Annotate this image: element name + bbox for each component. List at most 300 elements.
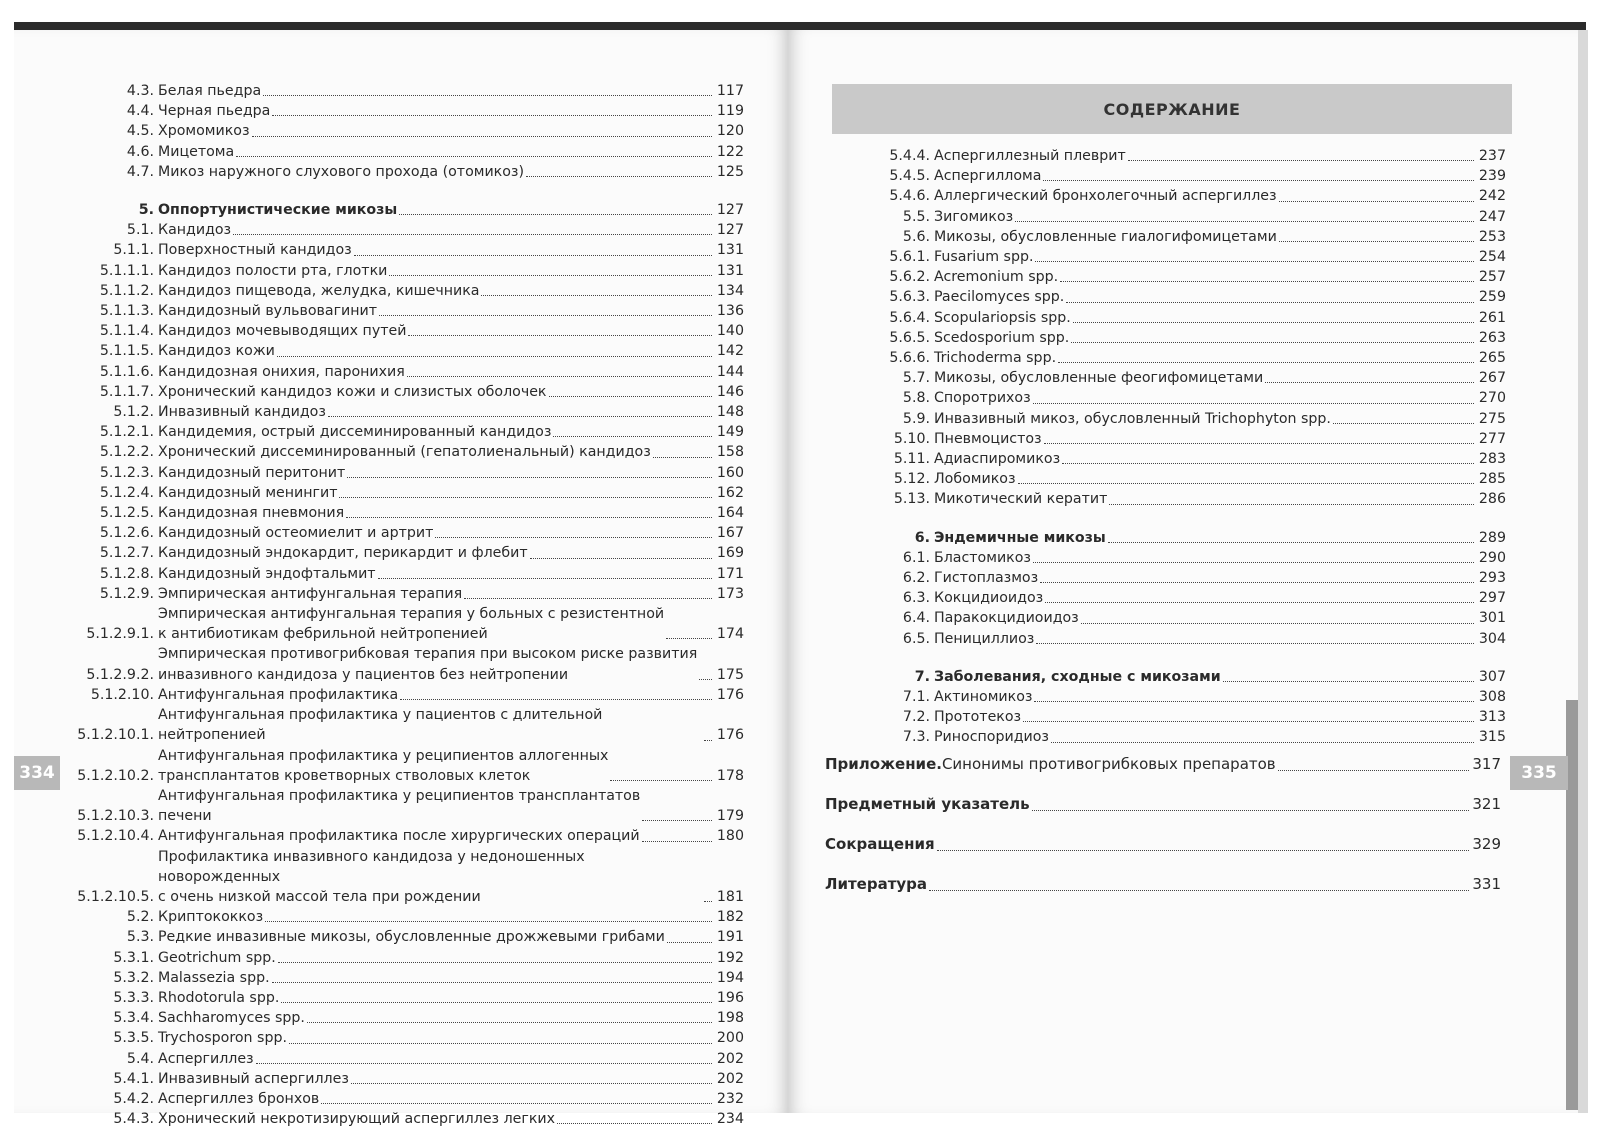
toc-entry[interactable] (870, 247, 1506, 267)
toc-entry[interactable] (870, 528, 1506, 548)
toc-entry[interactable] (74, 402, 744, 422)
toc-entry-number: 6.1. (902, 549, 930, 566)
toc-entry-number: 5.1.2. (113, 404, 154, 421)
toc-entry-page: 174 (716, 626, 744, 643)
toc-entry-page: 182 (716, 909, 744, 926)
toc-entry-title: Scedosporium spp. (934, 329, 1070, 346)
appendix-page: 331 (1472, 875, 1501, 893)
toc-entry-page: 202 (716, 1050, 744, 1067)
toc-entry-title: Хронический диссеминированный (гепатолиенальный) кандидоз (158, 444, 651, 461)
toc-entry[interactable] (74, 705, 744, 745)
toc-entry-number: 5.1.1.7. (99, 383, 154, 400)
toc-entry-page: 234 (716, 1111, 744, 1128)
toc-entry[interactable] (74, 281, 744, 301)
toc-entry-title-wrap (934, 727, 1476, 747)
appendix-entry[interactable] (825, 832, 1501, 856)
appendix-entry[interactable] (825, 792, 1501, 816)
toc-entry-title: Аллергический бронхолегочный аспергиллез (934, 188, 1277, 205)
toc-entry-number: 5.8. (902, 390, 930, 407)
toc-leader-dots (1279, 201, 1474, 202)
toc-leader-dots (1279, 241, 1474, 242)
toc-entry[interactable] (74, 341, 744, 361)
toc-entry-title-wrap (158, 968, 714, 988)
toc-entry[interactable] (74, 362, 744, 382)
toc-entry[interactable] (74, 1049, 744, 1069)
toc-entry-title-wrap (158, 142, 714, 162)
toc-entry[interactable] (870, 328, 1506, 348)
toc-entry-page: 315 (1478, 729, 1506, 746)
toc-entry-title: Оппортунистические микозы (158, 202, 398, 219)
toc-entry-number: 5.4. (126, 1050, 154, 1067)
toc-entry-page: 140 (716, 323, 744, 340)
toc-entry-page: 277 (1478, 430, 1506, 447)
toc-entry-page: 181 (716, 888, 744, 905)
toc-entry-page: 175 (716, 666, 744, 683)
toc-entry[interactable] (74, 564, 744, 584)
toc-leader-dots (256, 1063, 712, 1064)
toc-entry[interactable] (870, 186, 1506, 206)
toc-entry-title-wrap (934, 489, 1476, 509)
toc-entry-page: 149 (716, 424, 744, 441)
toc-leader-dots (347, 477, 712, 478)
toc-entry[interactable] (74, 746, 744, 786)
toc-entry-page: 313 (1478, 709, 1506, 726)
appendix-entry[interactable] (825, 752, 1501, 776)
toc-leader-dots (1060, 281, 1474, 282)
toc-entry[interactable] (74, 503, 744, 523)
toc-right-list (870, 146, 1506, 748)
toc-entry-title: Паракокцидиоидоз (934, 610, 1079, 627)
toc-leader-dots (1109, 504, 1474, 505)
toc-entry[interactable] (870, 687, 1506, 707)
toc-entry[interactable] (74, 142, 744, 162)
toc-entry[interactable] (74, 162, 744, 182)
toc-entry[interactable] (870, 629, 1506, 649)
toc-entry-title: Эмпирическая противогрибковая терапия при высоком риске развития инвазивного кандидоза у пациентов без нейтропении (158, 646, 698, 683)
toc-entry[interactable] (74, 1008, 744, 1028)
toc-entry-number: 5.1.1.3. (99, 303, 154, 320)
toc-entry-page: 304 (1478, 630, 1506, 647)
toc-entry-page: 289 (1478, 529, 1506, 546)
toc-entry-page: 196 (716, 989, 744, 1006)
toc-entry[interactable] (74, 81, 744, 101)
appendix-page: 321 (1472, 795, 1501, 813)
toc-entry[interactable] (870, 146, 1506, 166)
toc-entry-page: 275 (1478, 410, 1506, 427)
toc-entry[interactable] (74, 1069, 744, 1089)
toc-entry[interactable] (74, 826, 744, 846)
toc-leader-dots (666, 638, 712, 639)
toc-entry[interactable] (870, 548, 1506, 568)
toc-entry-title: Эндемичные микозы (934, 529, 1106, 546)
toc-entry-title-wrap (934, 328, 1476, 348)
toc-entry-page: 162 (716, 484, 744, 501)
toc-entry-title: Кандидозный эндофтальмит (158, 565, 376, 582)
toc-leader-dots (1265, 382, 1474, 383)
toc-entry[interactable] (870, 489, 1506, 509)
toc-entry-number: 5.1.2.8. (99, 565, 154, 582)
toc-entry[interactable] (74, 685, 744, 705)
toc-entry[interactable] (870, 207, 1506, 227)
toc-entry-number: 5.3.5. (113, 1030, 154, 1047)
toc-entry-title-wrap (158, 1028, 714, 1048)
toc-entry-title-wrap (158, 927, 714, 947)
toc-entry-title-wrap (934, 388, 1476, 408)
toc-entry-title-wrap (158, 341, 714, 361)
toc-leader-dots (236, 156, 712, 157)
toc-entry[interactable] (870, 727, 1506, 747)
toc-entry[interactable] (870, 287, 1506, 307)
toc-entry-title: Споротрихоз (934, 390, 1031, 407)
toc-entry[interactable] (74, 523, 744, 543)
toc-entry-title-wrap (158, 503, 714, 523)
toc-entry-title: Пневмоцистоз (934, 430, 1042, 447)
toc-entry-title: Кандидозный вульвовагинит (158, 303, 378, 320)
toc-entry-number: 5.4.2. (113, 1090, 154, 1107)
toc-entry-title: Инвазивный аспергиллез (158, 1070, 349, 1087)
toc-entry[interactable] (74, 948, 744, 968)
toc-entry-page: 142 (716, 343, 744, 360)
toc-entry[interactable] (74, 121, 744, 141)
toc-entry-number: 6.4. (902, 610, 930, 627)
toc-entry-page: 290 (1478, 549, 1506, 566)
toc-entry[interactable] (74, 644, 744, 684)
toc-entry-title-wrap (934, 308, 1476, 328)
toc-entry-title: Аспергиллезный плеврит (934, 148, 1126, 164)
toc-entry-title: Аспергиллома (934, 168, 1042, 185)
toc-entry-number: 4.7. (126, 163, 154, 180)
toc-leader-dots (1045, 602, 1474, 603)
toc-entry-title-wrap (158, 463, 714, 483)
toc-leader-dots (277, 356, 712, 357)
toc-entry-title-wrap (158, 121, 714, 141)
page-edge (1578, 30, 1588, 1113)
toc-entry[interactable] (74, 422, 744, 442)
toc-leader-dots (937, 850, 1469, 851)
toc-entry-page: 169 (716, 545, 744, 562)
toc-leader-dots (1015, 221, 1474, 222)
toc-entry-title-wrap (934, 368, 1476, 388)
toc-entry-title-wrap (934, 166, 1476, 186)
toc-entry-page: 158 (716, 444, 744, 461)
toc-entry[interactable] (74, 968, 744, 988)
toc-entry[interactable] (74, 101, 744, 121)
toc-leader-dots (233, 234, 712, 235)
toc-entry-title: Белая пьедра (158, 83, 262, 99)
toc-entry-number: 5.1.2.10.2. (77, 767, 154, 784)
toc-entry[interactable] (74, 382, 744, 402)
toc-entry-page: 134 (716, 282, 744, 299)
toc-entry[interactable] (870, 429, 1506, 449)
toc-leader-dots (464, 598, 712, 599)
toc-entry-title-wrap (934, 568, 1476, 588)
appendix-list (825, 752, 1501, 912)
toc-entry-title-wrap (158, 101, 714, 121)
appendix-lead: Предметный указатель (825, 795, 1030, 813)
toc-entry-title: Аспергиллез (158, 1050, 254, 1067)
toc-entry-title: Rhodotorula spp. (158, 989, 280, 1006)
toc-entry-title-wrap (934, 588, 1476, 608)
toc-entry-title-wrap (934, 247, 1476, 267)
toc-entry-title-wrap (934, 528, 1476, 548)
toc-leader-dots (1081, 623, 1474, 624)
toc-entry-title-wrap (158, 261, 714, 281)
toc-entry-title: Эмпирическая антифунгальная терапия (158, 585, 463, 602)
toc-entry-number: 5.6.1. (889, 249, 930, 266)
toc-entry-page: 247 (1478, 208, 1506, 225)
toc-entry[interactable] (74, 321, 744, 341)
toc-entry[interactable] (870, 348, 1506, 368)
toc-entry-page: 253 (1478, 228, 1506, 245)
toc-entry[interactable] (74, 543, 744, 563)
toc-entry-title-wrap (158, 281, 714, 301)
appendix-title-wrap (825, 872, 1471, 896)
toc-entry-title-wrap (934, 687, 1476, 707)
toc-entry-number: 5.4.4. (889, 148, 930, 164)
toc-entry-number: 5.3.4. (113, 1010, 154, 1027)
toc-entry-title: Кокцидиоидоз (934, 590, 1044, 607)
toc-entry-page: 265 (1478, 350, 1506, 367)
toc-entry-number: 7.3. (902, 729, 930, 746)
toc-entry[interactable] (870, 469, 1506, 489)
toc-leader-dots (642, 841, 712, 842)
toc-leader-dots (1073, 322, 1474, 323)
book-edge (14, 22, 1586, 30)
toc-leader-dots (1035, 261, 1474, 262)
contents-header (832, 84, 1512, 134)
appendix-title: Синонимы противогрибковых препаратов (941, 755, 1276, 773)
toc-entry[interactable] (870, 388, 1506, 408)
toc-leader-dots (704, 901, 712, 902)
toc-entry-number: 5.10. (893, 430, 930, 447)
toc-entry[interactable] (870, 568, 1506, 588)
toc-leader-dots (1128, 160, 1474, 161)
toc-leader-dots (435, 537, 712, 538)
toc-entry[interactable] (870, 667, 1506, 687)
toc-entry-title: Кандидоз (158, 222, 232, 239)
toc-entry[interactable] (74, 907, 744, 927)
toc-entry[interactable] (74, 200, 744, 220)
toc-leader-dots (328, 416, 712, 417)
toc-entry-title: Гистоплазмоз (934, 570, 1039, 587)
page-number-left-text: 334 (19, 763, 55, 783)
toc-entry-title: Кандидоз полости рта, глотки (158, 262, 388, 279)
toc-entry-page: 125 (716, 163, 744, 180)
toc-leader-dots (1108, 542, 1474, 543)
toc-entry-page: 178 (716, 767, 744, 784)
toc-entry-page: 117 (716, 83, 744, 99)
appendix-lead: Приложение. (825, 755, 942, 773)
appendix-lead: Литература (825, 875, 928, 893)
toc-entry[interactable] (74, 1109, 744, 1129)
toc-entry-page: 192 (716, 949, 744, 966)
toc-leader-dots (408, 335, 712, 336)
toc-entry[interactable] (74, 927, 744, 947)
toc-entry-number: 5.6.2. (889, 269, 930, 286)
toc-entry-number: 5.1.2.1. (99, 424, 154, 441)
toc-entry-number: 5.4.1. (113, 1070, 154, 1087)
toc-entry-page: 261 (1478, 309, 1506, 326)
toc-entry-page: 127 (716, 222, 744, 239)
toc-entry-title: Мицетома (158, 143, 235, 160)
toc-entry-number: 5.1.2.5. (99, 505, 154, 522)
page-number-right-text: 335 (1521, 763, 1557, 783)
toc-entry[interactable] (74, 604, 744, 644)
toc-entry-title-wrap (934, 629, 1476, 649)
toc-entry-page: 171 (716, 565, 744, 582)
toc-entry-page: 257 (1478, 269, 1506, 286)
toc-entry-page: 146 (716, 383, 744, 400)
toc-entry-title-wrap (158, 604, 714, 644)
toc-entry-number: 4.3. (126, 83, 154, 99)
toc-leader-dots (272, 982, 712, 983)
toc-entry-title-wrap (158, 483, 714, 503)
toc-entry-page: 237 (1478, 148, 1506, 164)
toc-entry-number: 5.3. (126, 929, 154, 946)
toc-entry-title: Бластомикоз (934, 549, 1031, 566)
toc-entry-page: 200 (716, 1030, 744, 1047)
toc-entry[interactable] (74, 584, 744, 604)
toc-entry-title: Профилактика инвазивного кандидоза у недоношенных новорожденных с очень низкой массой тела при рождении (158, 848, 585, 905)
toc-leader-dots (1071, 342, 1474, 343)
toc-entry-page: 164 (716, 505, 744, 522)
toc-entry-title-wrap (158, 564, 714, 584)
toc-leader-dots (1044, 443, 1474, 444)
toc-entry-title-wrap (934, 548, 1476, 568)
toc-entry-title: Кандидозный эндокардит, перикардит и флебит (158, 545, 528, 562)
toc-entry[interactable] (74, 261, 744, 281)
toc-leader-dots (281, 1002, 712, 1003)
toc-entry-title-wrap (934, 207, 1476, 227)
appendix-entry[interactable] (825, 872, 1501, 896)
toc-entry-title: Sachharomyces spp. (158, 1010, 305, 1027)
toc-entry-number: 5. (138, 202, 154, 219)
toc-entry-title-wrap (934, 146, 1476, 166)
toc-entry-title: Malassezia spp. (158, 969, 270, 986)
toc-entry[interactable] (74, 301, 744, 321)
toc-entry-title-wrap (158, 1089, 714, 1109)
toc-entry-title-wrap (934, 267, 1476, 287)
toc-leader-dots (667, 942, 712, 943)
toc-entry-page: 198 (716, 1010, 744, 1027)
toc-entry-title: Лобомикоз (934, 471, 1016, 488)
toc-leader-dots (610, 780, 712, 781)
toc-entry-title-wrap (934, 287, 1476, 307)
toc-entry-title-wrap (158, 1109, 714, 1129)
toc-entry-title-wrap (934, 667, 1476, 687)
toc-entry-title: Антифунгальная профилактика у реципиентов аллогенных трансплантатов кроветворных стволовых клеток (158, 747, 609, 784)
toc-entry[interactable] (870, 588, 1506, 608)
toc-entry[interactable] (870, 227, 1506, 247)
toc-entry-number: 5.12. (893, 471, 930, 488)
toc-entry[interactable] (870, 608, 1506, 628)
toc-entry-number: 5.1.2.3. (99, 464, 154, 481)
toc-entry[interactable] (870, 409, 1506, 429)
toc-entry[interactable] (870, 368, 1506, 388)
toc-entry-title: Риноспоридиоз (934, 729, 1049, 746)
toc-leader-dots (1018, 483, 1475, 484)
toc-entry-title-wrap (158, 81, 714, 101)
toc-entry-title: Acremonium spp. (934, 269, 1059, 286)
toc-entry-title: Поверхностный кандидоз (158, 242, 352, 259)
toc-entry-number: 5.1.1.2. (99, 282, 154, 299)
toc-leader-dots (339, 497, 712, 498)
toc-entry-page: 120 (716, 123, 744, 140)
toc-entry[interactable] (74, 442, 744, 462)
toc-leader-dots (252, 136, 712, 137)
toc-entry[interactable] (74, 1089, 744, 1109)
toc-entry[interactable] (74, 988, 744, 1008)
toc-entry-title-wrap (158, 907, 714, 927)
toc-leader-dots (653, 457, 712, 458)
toc-leader-dots (1043, 180, 1474, 181)
toc-leader-dots (557, 1123, 712, 1124)
toc-entry-title: Адиаспиромикоз (934, 451, 1061, 468)
toc-entry-title: Кандидозный перитонит (158, 464, 346, 481)
toc-entry-number: 5.3.1. (113, 949, 154, 966)
toc-entry[interactable] (74, 847, 744, 908)
toc-entry[interactable] (74, 483, 744, 503)
toc-entry[interactable] (74, 463, 744, 483)
toc-entry-title-wrap (158, 442, 714, 462)
appendix-lead: Сокращения (825, 835, 935, 853)
toc-entry-page: 191 (716, 929, 744, 946)
toc-entry[interactable] (870, 267, 1506, 287)
toc-entry[interactable] (74, 1028, 744, 1048)
toc-entry[interactable] (870, 707, 1506, 727)
toc-entry[interactable] (74, 786, 744, 826)
toc-entry-page: 259 (1478, 289, 1506, 306)
toc-entry[interactable] (870, 449, 1506, 469)
toc-entry-number: 7. (914, 668, 930, 685)
toc-entry-title: Хронический кандидоз кожи и слизистых оболочек (158, 383, 547, 400)
toc-entry-title: Geotrichum spp. (158, 949, 276, 966)
toc-entry-title: Прототекоз (934, 709, 1022, 726)
toc-leader-dots (481, 295, 712, 296)
toc-leader-dots (1333, 423, 1474, 424)
toc-entry-number: 5.5. (902, 208, 930, 225)
appendix-title-wrap (825, 752, 1471, 776)
toc-entry-page: 286 (1478, 491, 1506, 508)
toc-leader-dots (1036, 643, 1474, 644)
toc-entry-page: 131 (716, 242, 744, 259)
toc-entry-number: 6.2. (902, 570, 930, 587)
toc-entry-title: Кандидозный менингит (158, 484, 338, 501)
toc-entry-title-wrap (158, 1008, 714, 1028)
toc-entry-title: Инвазивный микоз, обусловленный Trichophyton spp. (934, 410, 1331, 427)
toc-entry-number: 5.3.3. (113, 989, 154, 1006)
toc-entry-title: Зигомикоз (934, 208, 1014, 225)
toc-entry-number: 5.1.1.1. (99, 262, 154, 279)
toc-entry-title-wrap (158, 321, 714, 341)
toc-entry-title: Кандидоз кожи (158, 343, 275, 360)
toc-entry[interactable] (74, 220, 744, 240)
toc-entry-page: 122 (716, 143, 744, 160)
toc-entry[interactable] (870, 166, 1506, 186)
toc-entry[interactable] (74, 240, 744, 260)
toc-leader-dots (307, 1022, 712, 1023)
toc-entry-number: 4.5. (126, 123, 154, 140)
toc-entry-title: Аспергиллез бронхов (158, 1090, 320, 1107)
toc-leader-dots (351, 1083, 712, 1084)
toc-entry[interactable] (870, 308, 1506, 328)
toc-entry-number: 7.2. (902, 709, 930, 726)
toc-entry-page: 297 (1478, 590, 1506, 607)
toc-entry-title-wrap (934, 186, 1476, 206)
toc-entry-page: 160 (716, 464, 744, 481)
toc-leader-dots (400, 699, 712, 700)
toc-entry-number: 5.1.2.10.1. (77, 727, 154, 744)
